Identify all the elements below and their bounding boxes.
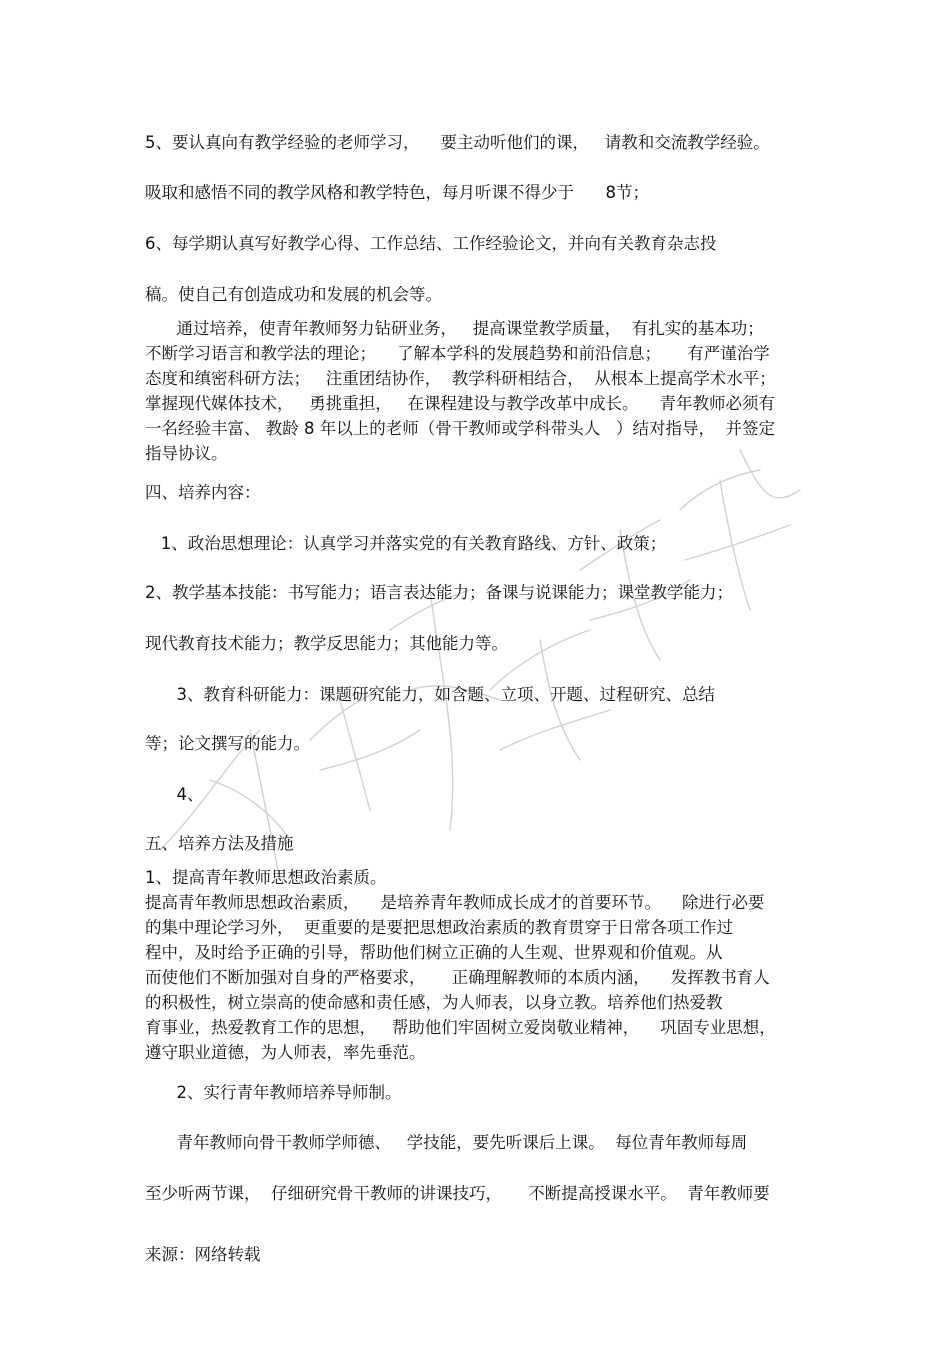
doc-line: 等；论文撰写的能力。 (145, 734, 310, 753)
section-heading: 四、培养内容： (145, 483, 261, 502)
doc-line: 现代教育技术能力；教学反思能力；其他能力等。 (145, 634, 508, 653)
doc-line: 青年教师向骨干教师学师德、 学技能，要先听课后上课。 每位青年教师每周 (145, 1133, 748, 1152)
doc-line: 遵守职业道德，为人师表，率先垂范。 (145, 1043, 426, 1062)
doc-line: 的集中理论学习外， 更重要的是要把思想政治素质的教育贯穿于日常各项工作过 (145, 918, 733, 937)
section-heading: 五、培养方法及措施 (145, 834, 294, 853)
doc-line: 6、每学期认真写好教学心得、工作总结、工作经验论文，并向有关教育杂志投 (145, 234, 717, 253)
doc-line: 一名经验丰富、 教龄 8 年以上的老师（骨干教师或学科带头人 ）结对指导， 并签定 (145, 419, 775, 438)
doc-line: 1、政治思想理论：认真学习并落实党的有关教育路线、方针、政策； (145, 534, 667, 553)
doc-line: 通过培养，使青年教师努力钻研业务， 提高课堂教学质量， 有扎实的基本功； (145, 319, 764, 338)
doc-line: 掌握现代媒体技术， 勇挑重担， 在课程建设与教学改革中成长。 青年教师必须有 (145, 394, 775, 413)
doc-line: 指导协议。 (145, 444, 228, 463)
doc-line: 1、提高青年教师思想政治素质。 (145, 868, 387, 887)
doc-line: 2、教学基本技能：书写能力；语言表达能力；备课与说课能力；课堂教学能力； (145, 583, 733, 602)
doc-line: 而使他们不断加强对自身的严格要求， 正确理解教师的本质内涵， 发挥教书育人 (145, 968, 770, 987)
doc-line: 5、要认真向有教学经验的老师学习， 要主动听他们的课， 请教和交流教学经验。 (145, 133, 770, 152)
source-footer: 来源：网络转载 (145, 1245, 261, 1264)
doc-line: 稿。使自己有创造成功和发展的机会等。 (145, 285, 442, 304)
doc-line: 不断学习语言和教学法的理论； 了解本学科的发展趋势和前沿信息； 有严谨治学 (145, 344, 770, 363)
doc-line: 2、实行青年教师培养导师制。 (145, 1083, 402, 1102)
doc-line: 程中，及时给予正确的引导，帮助他们树立正确的人生观、世界观和价值观。从 (145, 943, 723, 962)
doc-line: 至少听两节课， 仔细研究骨干教师的讲课技巧， 不断提高授课水平。 青年教师要 (145, 1184, 770, 1203)
doc-line: 4、 (145, 785, 204, 804)
doc-line: 吸取和感悟不同的教学风格和教学特色，每月听课不得少于 8节； (145, 183, 649, 202)
doc-line: 3、教育科研能力：课题研究能力，如含题、立项、开题、过程研究、总结 (145, 685, 715, 704)
doc-line: 育事业，热爱教育工作的思想， 帮助他们牢固树立爱岗敬业精神， 巩固专业思想， (145, 1018, 776, 1037)
doc-line: 的积极性，树立崇高的使命感和责任感，为人师表，以身立教。培养他们热爱教 (145, 993, 723, 1012)
doc-line: 态度和缜密科研方法； 注重团结协作， 教学科研相结合， 从根本上提高学术水平； (145, 369, 776, 388)
doc-line: 提高青年教师思想政治素质， 是培养青年教师成长成才的首要环节。 除进行必要 (145, 893, 765, 912)
